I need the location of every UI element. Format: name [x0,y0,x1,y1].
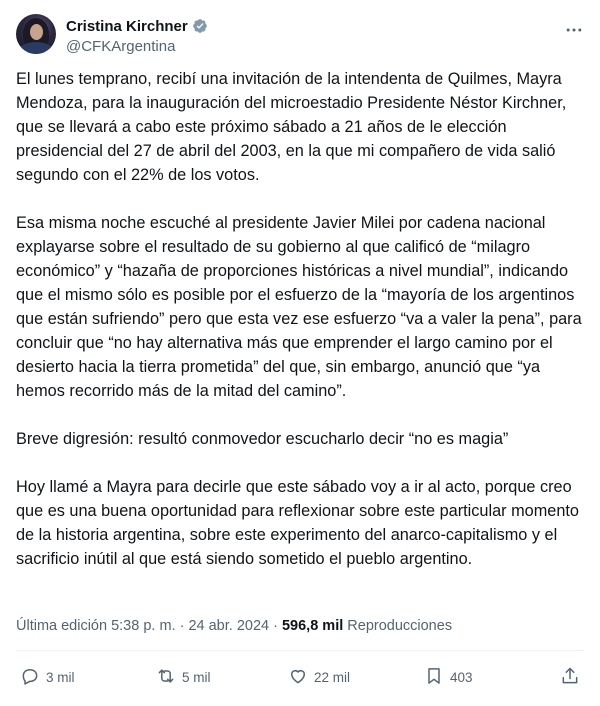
divider [16,650,584,651]
repost-count: 5 mil [182,670,211,685]
bookmark-icon [424,666,444,689]
reply-button[interactable] [20,666,75,689]
like-button[interactable] [288,666,350,689]
views-label: Reproducciones [343,618,453,634]
tweet-paragraph: Breve digresión: resultó conmovedor escucharlo decir “no es magia” [16,430,509,448]
verified-badge-icon [192,18,208,34]
author-names [66,16,208,55]
share-button[interactable] [560,666,580,689]
tweet-paragraph: Esa misma noche escuché al presidente Javier Milei por cadena nacional explayarse sobre el resultado de su gobierno al que calificó de “milagro económico” y “hazaña de proporciones históricas a nivel mundial”, indicando que el mismo sólo es posible por el esfuerzo de la “mayoría de los argentinos que están sufriendo” pero que esta vez ese esfuerzo “va a valer la pena”, para concluir que “no hay alternativa más que emprender el largo camino por el desierto hacia la tierra prometida” del que, sin embargo, anunció que “ya hemos recorrido más de la mitad del camino”. [16,214,582,400]
tweet-paragraph: Hoy llamé a Mayra para decirle que este sábado voy a ir al acto, porque creo que es una buena oportunidad para reflexionar sobre este particular momento de la historia argentina, sobre este experimento del anarco-capitalismo y el sacrificio inútil al que está siendo sometido el pueblo argentino. [16,478,579,568]
tweet-header [16,14,584,62]
like-count: 22 mil [314,670,351,685]
avatar[interactable] [16,14,56,54]
tweet-meta [16,618,452,634]
bookmark-button[interactable] [424,666,473,689]
heart-icon [288,666,308,689]
action-bar [16,666,584,688]
views-count: 596,8 mil [281,618,344,634]
repost-icon [156,666,176,689]
tweet-text [16,67,584,595]
edited-timestamp[interactable]: Última edición 5:38 p. m. · 24 abr. 2024 · [16,618,282,634]
reply-icon [20,666,40,689]
reply-count: 3 mil [46,670,75,685]
more-options-icon[interactable] [564,20,584,40]
handle[interactable]: @CFKArgentina [66,38,176,55]
tweet-paragraph: El lunes temprano, recibí una invitación de la intendenta de Quilmes, Mayra Mendoza, para la inauguración del microestadio Presidente Néstor Kirchner, que se llevará a cabo este próximo sábado a 21 años de le elección presidencial del 27 de abril del 2003, en la que mi compañero de vida salió segundo con el 22% de los votos. [16,70,567,184]
repost-button[interactable] [156,666,211,689]
bookmark-count: 403 [450,670,473,685]
share-icon [560,666,580,689]
display-name[interactable]: Cristina Kirchner [66,17,188,35]
